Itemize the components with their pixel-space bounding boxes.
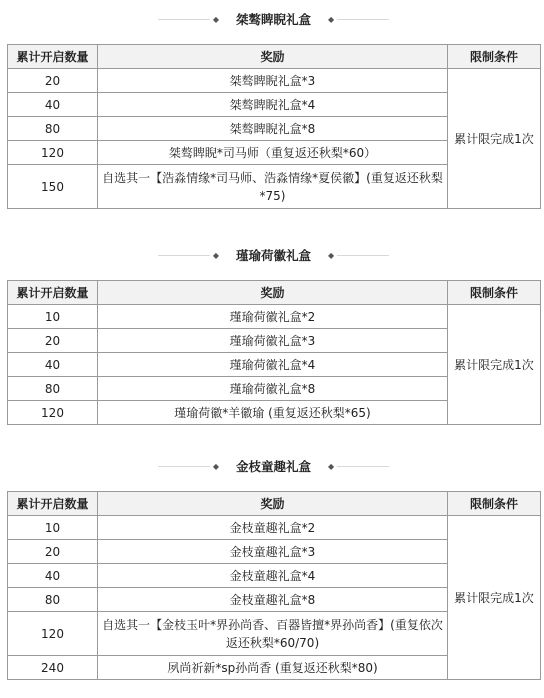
header-reward: 奖励 [98,281,448,305]
open-count: 240 [8,656,98,680]
open-count: 10 [8,516,98,540]
open-count: 20 [8,329,98,353]
header-limit: 限制条件 [448,492,541,516]
open-count: 40 [8,353,98,377]
reward-text: 桀骜睥睨礼盒*8 [98,117,448,141]
open-count: 80 [8,117,98,141]
reward-text: 自选其一【金枝玉叶*界孙尚香、百器皆擅*界孙尚香】(重复依次返还秋梨*60/70) [98,612,448,656]
limit-condition: 累计限完成1次 [448,516,541,680]
gift-box-section-3 [7,455,540,680]
reward-text: 桀骜睥睨礼盒*4 [98,93,448,117]
reward-text: 金枝童趣礼盒*3 [98,540,448,564]
reward-text: 桀骜睥睨*司马师（重复返还秋梨*60） [98,141,448,165]
section-title: 瑾瑜荷徽礼盒 [235,248,311,263]
reward-text: 瑾瑜荷徽*羊徽瑜 (重复返还秋梨*65) [98,401,448,425]
open-count: 20 [8,69,98,93]
reward-table [7,280,541,425]
open-count: 40 [8,93,98,117]
reward-text: 瑾瑜荷徽礼盒*4 [98,353,448,377]
open-count: 120 [8,612,98,656]
header-reward: 奖励 [98,45,448,69]
header-limit: 限制条件 [448,45,541,69]
reward-text: 金枝童趣礼盒*8 [98,588,448,612]
table-header-row [8,492,541,516]
reward-text: 桀骜睥睨礼盒*3 [98,69,448,93]
reward-text: 瑾瑜荷徽礼盒*3 [98,329,448,353]
diamond-icon: ◆ [212,250,219,260]
section-title: 金枝童趣礼盒 [235,459,311,474]
limit-condition: 累计限完成1次 [448,69,541,209]
gift-box-section-1 [7,8,540,209]
reward-text: 瑾瑜荷徽礼盒*2 [98,305,448,329]
table-header-row [8,281,541,305]
limit-condition: 累计限完成1次 [448,305,541,425]
section-title-bar [7,8,540,30]
header-count: 累计开启数量 [8,492,98,516]
reward-text: 自选其一【浩淼情缘*司马师、浩淼情缘*夏侯徽】(重复返还秋梨*75) [98,165,448,209]
header-count: 累计开启数量 [8,45,98,69]
reward-text: 金枝童趣礼盒*2 [98,516,448,540]
open-count: 150 [8,165,98,209]
table-row [8,69,541,93]
reward-table [7,491,541,680]
open-count: 120 [8,401,98,425]
section-title-bar [7,244,540,266]
open-count: 20 [8,540,98,564]
diamond-icon: ◆ [212,461,219,471]
open-count: 80 [8,588,98,612]
gift-box-section-2 [7,244,540,425]
reward-text: 金枝童趣礼盒*4 [98,564,448,588]
open-count: 10 [8,305,98,329]
header-limit: 限制条件 [448,281,541,305]
diamond-icon: ◆ [212,14,219,24]
reward-table [7,44,541,209]
table-header-row [8,45,541,69]
section-title-bar [7,455,540,477]
section-title: 桀骜睥睨礼盒 [235,12,311,27]
reward-text: 瑾瑜荷徽礼盒*8 [98,377,448,401]
diamond-icon: ◆ [328,250,335,260]
table-row [8,305,541,329]
header-reward: 奖励 [98,492,448,516]
open-count: 80 [8,377,98,401]
reward-text: 夙尚祈新*sp孙尚香 (重复返还秋梨*80) [98,656,448,680]
diamond-icon: ◆ [328,461,335,471]
open-count: 40 [8,564,98,588]
diamond-icon: ◆ [328,14,335,24]
table-row [8,516,541,540]
open-count: 120 [8,141,98,165]
header-count: 累计开启数量 [8,281,98,305]
